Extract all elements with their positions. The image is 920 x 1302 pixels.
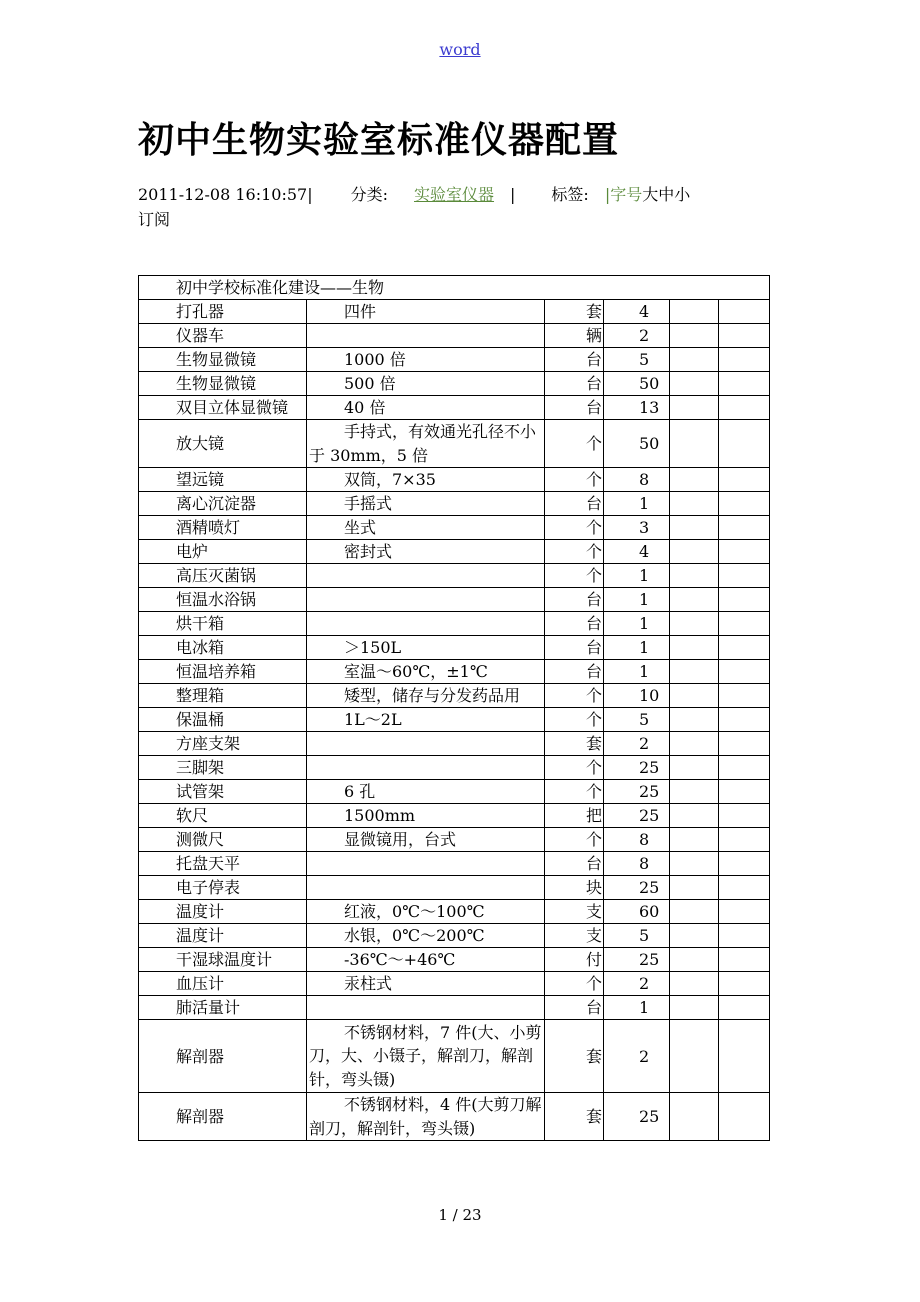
blank-cell xyxy=(719,348,770,372)
item-spec: 手摇式 xyxy=(307,492,545,516)
item-name: 放大镜 xyxy=(139,420,307,468)
item-unit: 支 xyxy=(545,900,604,924)
item-spec: 1000 倍 xyxy=(307,348,545,372)
table-row xyxy=(139,900,770,924)
item-spec: 1500mm xyxy=(307,804,545,828)
item-qty: 1 xyxy=(604,564,670,588)
item-qty: 5 xyxy=(604,348,670,372)
item-unit: 个 xyxy=(545,972,604,996)
blank-cell xyxy=(719,324,770,348)
table-row xyxy=(139,564,770,588)
item-qty: 1 xyxy=(604,612,670,636)
blank-cell xyxy=(719,1093,770,1141)
table-row xyxy=(139,948,770,972)
item-spec xyxy=(307,564,545,588)
table-heading-row xyxy=(139,276,770,300)
item-spec: 四件 xyxy=(307,300,545,324)
item-unit: 付 xyxy=(545,948,604,972)
item-qty: 8 xyxy=(604,828,670,852)
blank-cell xyxy=(719,852,770,876)
item-name: 整理箱 xyxy=(139,684,307,708)
table-row xyxy=(139,324,770,348)
equipment-table xyxy=(138,275,770,1141)
item-unit: 个 xyxy=(545,828,604,852)
item-name: 解剖器 xyxy=(139,1093,307,1141)
blank-cell xyxy=(670,396,719,420)
item-qty: 25 xyxy=(604,1093,670,1141)
table-row xyxy=(139,372,770,396)
blank-cell xyxy=(719,804,770,828)
blank-cell xyxy=(719,948,770,972)
post-meta xyxy=(138,182,778,232)
item-name: 温度计 xyxy=(139,924,307,948)
item-qty: 2 xyxy=(604,324,670,348)
blank-cell xyxy=(670,348,719,372)
table-row xyxy=(139,972,770,996)
item-name: 恒温水浴锅 xyxy=(139,588,307,612)
table-row xyxy=(139,684,770,708)
item-qty: 4 xyxy=(604,540,670,564)
blank-cell xyxy=(719,732,770,756)
table-row xyxy=(139,612,770,636)
item-spec: 汞柱式 xyxy=(307,972,545,996)
blank-cell xyxy=(670,828,719,852)
post-datetime: 2011-12-08 16:10:57| xyxy=(138,185,313,204)
blank-cell xyxy=(719,972,770,996)
blank-cell xyxy=(670,732,719,756)
table-row xyxy=(139,492,770,516)
item-qty: 1 xyxy=(604,996,670,1020)
item-name: 打孔器 xyxy=(139,300,307,324)
blank-cell xyxy=(670,516,719,540)
item-unit: 辆 xyxy=(545,324,604,348)
item-qty: 5 xyxy=(604,924,670,948)
item-spec: -36℃～+46℃ xyxy=(307,948,545,972)
item-unit: 把 xyxy=(545,804,604,828)
category-label: 分类: xyxy=(350,185,388,204)
item-name: 仪器车 xyxy=(139,324,307,348)
blank-cell xyxy=(670,804,719,828)
page-title: 初中生物实验室标准仪器配置 xyxy=(138,120,620,161)
item-unit: 套 xyxy=(545,732,604,756)
item-qty: 10 xyxy=(604,684,670,708)
item-name: 保温桶 xyxy=(139,708,307,732)
item-name: 温度计 xyxy=(139,900,307,924)
item-name: 烘干箱 xyxy=(139,612,307,636)
table-row xyxy=(139,804,770,828)
item-spec: 500 倍 xyxy=(307,372,545,396)
item-qty: 1 xyxy=(604,588,670,612)
item-name: 电冰箱 xyxy=(139,636,307,660)
tags-label: 标签: xyxy=(551,185,589,204)
item-spec: 矮型，储存与分发药品用 xyxy=(307,684,545,708)
item-qty: 3 xyxy=(604,516,670,540)
item-name: 测微尺 xyxy=(139,828,307,852)
item-unit: 个 xyxy=(545,708,604,732)
item-name: 软尺 xyxy=(139,804,307,828)
item-unit: 台 xyxy=(545,588,604,612)
item-name: 电炉 xyxy=(139,540,307,564)
item-unit: 个 xyxy=(545,540,604,564)
table-row xyxy=(139,828,770,852)
blank-cell xyxy=(670,948,719,972)
item-spec: 坐式 xyxy=(307,516,545,540)
blank-cell xyxy=(670,612,719,636)
blank-cell xyxy=(719,684,770,708)
blank-cell xyxy=(719,588,770,612)
item-qty: 25 xyxy=(604,876,670,900)
blank-cell xyxy=(719,1020,770,1093)
item-qty: 1 xyxy=(604,660,670,684)
item-name: 恒温培养箱 xyxy=(139,660,307,684)
item-unit: 个 xyxy=(545,684,604,708)
item-unit: 个 xyxy=(545,516,604,540)
item-qty: 25 xyxy=(604,780,670,804)
item-unit: 套 xyxy=(545,1020,604,1093)
item-qty: 8 xyxy=(604,468,670,492)
item-spec: 显微镜用，台式 xyxy=(307,828,545,852)
table-row xyxy=(139,780,770,804)
blank-cell xyxy=(719,900,770,924)
item-qty: 25 xyxy=(604,804,670,828)
table-row xyxy=(139,876,770,900)
item-unit: 台 xyxy=(545,372,604,396)
item-name: 试管架 xyxy=(139,780,307,804)
item-qty: 2 xyxy=(604,972,670,996)
table-row xyxy=(139,708,770,732)
item-spec: ＞150L xyxy=(307,636,545,660)
blank-cell xyxy=(670,636,719,660)
item-spec: 40 倍 xyxy=(307,396,545,420)
table-row xyxy=(139,1020,770,1093)
item-unit: 台 xyxy=(545,348,604,372)
blank-cell xyxy=(719,468,770,492)
blank-cell xyxy=(719,996,770,1020)
blank-cell xyxy=(670,684,719,708)
blank-cell xyxy=(670,564,719,588)
item-spec xyxy=(307,612,545,636)
item-unit: 套 xyxy=(545,300,604,324)
item-qty: 8 xyxy=(604,852,670,876)
blank-cell xyxy=(719,636,770,660)
item-spec: 室温～60℃，±1℃ xyxy=(307,660,545,684)
item-name: 生物显微镜 xyxy=(139,348,307,372)
item-name: 干湿球温度计 xyxy=(139,948,307,972)
item-qty: 50 xyxy=(604,372,670,396)
item-unit: 个 xyxy=(545,468,604,492)
item-spec xyxy=(307,852,545,876)
blank-cell xyxy=(719,540,770,564)
table-row xyxy=(139,540,770,564)
table-row xyxy=(139,636,770,660)
item-name: 酒精喷灯 xyxy=(139,516,307,540)
item-name: 解剖器 xyxy=(139,1020,307,1093)
table-heading: 初中学校标准化建设——生物 xyxy=(139,276,770,300)
table-row xyxy=(139,996,770,1020)
item-unit: 台 xyxy=(545,396,604,420)
item-spec: 6 孔 xyxy=(307,780,545,804)
item-spec xyxy=(307,756,545,780)
blank-cell xyxy=(670,1093,719,1141)
item-spec: 不锈钢材料，7 件(大、小剪刀，大、小镊子，解剖刀，解剖针，弯头镊) xyxy=(307,1020,545,1093)
item-unit: 台 xyxy=(545,996,604,1020)
item-spec xyxy=(307,996,545,1020)
item-spec: 双筒，7×35 xyxy=(307,468,545,492)
table-row xyxy=(139,852,770,876)
blank-cell xyxy=(719,564,770,588)
item-spec: 手持式，有效通光孔径不小于 30mm，5 倍 xyxy=(307,420,545,468)
table-row xyxy=(139,468,770,492)
item-qty: 60 xyxy=(604,900,670,924)
blank-cell xyxy=(670,1020,719,1093)
item-unit: 台 xyxy=(545,660,604,684)
item-unit: 支 xyxy=(545,924,604,948)
item-unit: 个 xyxy=(545,756,604,780)
item-qty: 13 xyxy=(604,396,670,420)
font-size-options[interactable]: 大中小 xyxy=(642,185,691,204)
blank-cell xyxy=(670,924,719,948)
item-name: 血压计 xyxy=(139,972,307,996)
item-spec xyxy=(307,876,545,900)
item-name: 托盘天平 xyxy=(139,852,307,876)
meta-separator: | xyxy=(510,185,516,204)
blank-cell xyxy=(719,780,770,804)
item-qty: 50 xyxy=(604,420,670,468)
blank-cell xyxy=(719,876,770,900)
table-row xyxy=(139,588,770,612)
blank-cell xyxy=(719,420,770,468)
item-unit: 个 xyxy=(545,420,604,468)
blank-cell xyxy=(719,708,770,732)
item-unit: 台 xyxy=(545,852,604,876)
item-unit: 个 xyxy=(545,780,604,804)
item-unit: 个 xyxy=(545,564,604,588)
table-row xyxy=(139,516,770,540)
blank-cell xyxy=(670,996,719,1020)
item-spec: 不锈钢材料，4 件(大剪刀解剖刀，解剖针，弯头镊) xyxy=(307,1093,545,1141)
item-qty: 2 xyxy=(604,1020,670,1093)
item-name: 高压灭菌锅 xyxy=(139,564,307,588)
item-spec: 密封式 xyxy=(307,540,545,564)
blank-cell xyxy=(719,828,770,852)
blank-cell xyxy=(719,924,770,948)
subscribe-link[interactable]: 订阅 xyxy=(138,210,171,229)
table-row xyxy=(139,924,770,948)
item-unit: 台 xyxy=(545,612,604,636)
item-unit: 台 xyxy=(545,492,604,516)
blank-cell xyxy=(670,588,719,612)
item-spec xyxy=(307,588,545,612)
blank-cell xyxy=(670,660,719,684)
blank-cell xyxy=(670,780,719,804)
blank-cell xyxy=(670,372,719,396)
item-name: 望远镜 xyxy=(139,468,307,492)
item-name: 生物显微镜 xyxy=(139,372,307,396)
font-size-label: |字号 xyxy=(604,185,643,204)
blank-cell xyxy=(719,660,770,684)
item-name: 三脚架 xyxy=(139,756,307,780)
blank-cell xyxy=(719,300,770,324)
table-row xyxy=(139,732,770,756)
item-unit: 块 xyxy=(545,876,604,900)
blank-cell xyxy=(670,972,719,996)
blank-cell xyxy=(670,420,719,468)
item-spec: 1L～2L xyxy=(307,708,545,732)
item-spec xyxy=(307,324,545,348)
blank-cell xyxy=(719,492,770,516)
item-qty: 1 xyxy=(604,492,670,516)
item-unit: 台 xyxy=(545,636,604,660)
item-unit: 套 xyxy=(545,1093,604,1141)
blank-cell xyxy=(670,468,719,492)
blank-cell xyxy=(719,372,770,396)
header-word-link[interactable]: word xyxy=(439,40,481,59)
item-qty: 2 xyxy=(604,732,670,756)
blank-cell xyxy=(670,852,719,876)
table-row xyxy=(139,660,770,684)
table-row xyxy=(139,756,770,780)
item-qty: 5 xyxy=(604,708,670,732)
blank-cell xyxy=(670,492,719,516)
category-link[interactable]: 实验室仪器 xyxy=(414,185,495,204)
item-name: 离心沉淀器 xyxy=(139,492,307,516)
item-qty: 25 xyxy=(604,756,670,780)
blank-cell xyxy=(670,756,719,780)
item-name: 电子停表 xyxy=(139,876,307,900)
item-qty: 4 xyxy=(604,300,670,324)
blank-cell xyxy=(670,900,719,924)
item-qty: 25 xyxy=(604,948,670,972)
item-name: 肺活量计 xyxy=(139,996,307,1020)
item-spec: 水银，0℃～200℃ xyxy=(307,924,545,948)
table-row xyxy=(139,396,770,420)
blank-cell xyxy=(670,708,719,732)
blank-cell xyxy=(670,540,719,564)
page-indicator: 1 / 23 xyxy=(438,1206,482,1224)
blank-cell xyxy=(719,612,770,636)
blank-cell xyxy=(670,876,719,900)
blank-cell xyxy=(719,396,770,420)
item-spec: 红液，0℃～100℃ xyxy=(307,900,545,924)
table-row xyxy=(139,1093,770,1141)
item-spec xyxy=(307,732,545,756)
blank-cell xyxy=(719,756,770,780)
table-row xyxy=(139,420,770,468)
item-name: 方座支架 xyxy=(139,732,307,756)
table-row xyxy=(139,300,770,324)
item-qty: 1 xyxy=(604,636,670,660)
blank-cell xyxy=(719,516,770,540)
blank-cell xyxy=(670,300,719,324)
table-row xyxy=(139,348,770,372)
blank-cell xyxy=(670,324,719,348)
item-name: 双目立体显微镜 xyxy=(139,396,307,420)
